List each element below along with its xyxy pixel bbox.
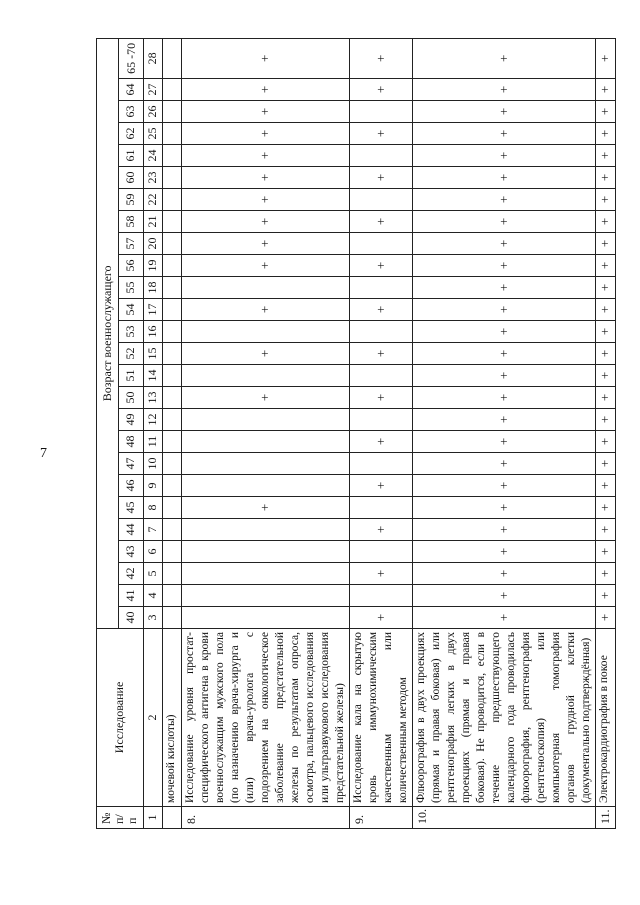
age-mark-cell: + (412, 607, 595, 629)
age-header: 42 (118, 563, 143, 585)
row-description: Исследование уровня простат-специфического антигена в крови военнослужащим мужского пола (по назначению врача-хирурга и (или) врача-уролога с подозрением на онкологическое заболевание предстательной железы по результатам опроса, осмотра, пальцевого исследования или ультразвукового исследования предстательной железы) (181, 629, 349, 807)
age-mark-cell: + (412, 123, 595, 145)
column-number: 3 (143, 607, 162, 629)
age-mark-cell: + (412, 79, 595, 101)
column-number: 14 (143, 365, 162, 387)
age-mark-cell: + (595, 431, 615, 453)
age-mark-cell: + (595, 541, 615, 563)
age-mark-cell: + (412, 277, 595, 299)
column-number: 10 (143, 453, 162, 475)
age-mark-cell: + (349, 343, 412, 365)
age-mark-cell (162, 497, 181, 519)
column-number: 18 (143, 277, 162, 299)
age-mark-cell: + (181, 79, 349, 101)
age-mark-cell (162, 101, 181, 123)
age-mark-cell: + (181, 189, 349, 211)
age-mark-cell (349, 409, 412, 431)
age-mark-cell: + (181, 145, 349, 167)
age-mark-cell: + (595, 123, 615, 145)
column-number: 4 (143, 585, 162, 607)
column-number: 7 (143, 519, 162, 541)
column-number: 8 (143, 497, 162, 519)
age-mark-cell (181, 585, 349, 607)
age-mark-cell: + (595, 167, 615, 189)
rotated-page (96, 39, 612, 829)
age-mark-cell: + (412, 211, 595, 233)
age-mark-cell (181, 607, 349, 629)
age-mark-cell: + (181, 211, 349, 233)
age-mark-cell: + (181, 255, 349, 277)
age-mark-cell (349, 101, 412, 123)
age-header: 41 (118, 585, 143, 607)
age-mark-cell (181, 409, 349, 431)
age-mark-cell (162, 607, 181, 629)
age-mark-cell (162, 211, 181, 233)
column-number: 9 (143, 475, 162, 497)
age-mark-cell (162, 321, 181, 343)
table-row (181, 38, 349, 828)
age-mark-cell: + (349, 255, 412, 277)
age-mark-cell: + (412, 497, 595, 519)
row-description: Исследование кала на скрытую кровь иммунохимическим качественным или количественным методом (349, 629, 412, 807)
age-mark-cell: + (181, 38, 349, 78)
age-mark-cell: + (412, 453, 595, 475)
age-mark-cell (162, 519, 181, 541)
age-mark-cell (162, 585, 181, 607)
age-mark-cell (162, 167, 181, 189)
age-mark-cell (181, 519, 349, 541)
age-mark-cell (162, 255, 181, 277)
age-mark-cell: + (412, 387, 595, 409)
row-number: 8. (181, 807, 349, 829)
age-mark-cell (181, 453, 349, 475)
age-mark-cell: + (349, 299, 412, 321)
age-mark-cell: + (412, 233, 595, 255)
age-header: 56 (118, 255, 143, 277)
age-header: 53 (118, 321, 143, 343)
column-number: 1 (143, 807, 162, 829)
age-mark-cell (181, 431, 349, 453)
age-mark-cell: + (595, 101, 615, 123)
row-number (162, 807, 181, 829)
age-mark-cell: + (349, 475, 412, 497)
age-mark-cell: + (181, 233, 349, 255)
age-mark-cell: + (595, 585, 615, 607)
age-header: 58 (118, 211, 143, 233)
age-header: 61 (118, 145, 143, 167)
column-number: 13 (143, 387, 162, 409)
column-number: 25 (143, 123, 162, 145)
column-number: 22 (143, 189, 162, 211)
age-mark-cell: + (349, 607, 412, 629)
age-mark-cell: + (595, 79, 615, 101)
age-header: 45 (118, 497, 143, 519)
age-mark-cell: + (349, 123, 412, 145)
age-mark-cell: + (412, 321, 595, 343)
age-mark-cell (162, 453, 181, 475)
age-mark-cell (162, 541, 181, 563)
age-mark-cell: + (412, 365, 595, 387)
age-mark-cell: + (595, 211, 615, 233)
age-mark-cell: + (595, 321, 615, 343)
age-mark-cell (162, 365, 181, 387)
age-header: 62 (118, 123, 143, 145)
age-header: 43 (118, 541, 143, 563)
age-mark-cell (162, 145, 181, 167)
age-mark-cell (349, 453, 412, 475)
age-mark-cell (181, 563, 349, 585)
age-header: 46 (118, 475, 143, 497)
age-mark-cell: + (595, 277, 615, 299)
age-mark-cell: + (349, 38, 412, 78)
examination-schedule-table (96, 38, 616, 829)
column-number: 17 (143, 299, 162, 321)
table-row (412, 38, 595, 828)
column-number: 21 (143, 211, 162, 233)
age-mark-cell: + (412, 101, 595, 123)
age-mark-cell: + (412, 167, 595, 189)
age-mark-cell (349, 277, 412, 299)
age-mark-cell: + (349, 211, 412, 233)
column-number: 6 (143, 541, 162, 563)
age-mark-cell (162, 233, 181, 255)
age-mark-cell (162, 563, 181, 585)
age-mark-cell (162, 387, 181, 409)
row-number: 9. (349, 807, 412, 829)
age-mark-cell (349, 365, 412, 387)
column-number-row (143, 38, 162, 828)
age-mark-cell: + (412, 38, 595, 78)
header-row-number: № п/п (97, 807, 144, 829)
age-mark-cell: + (181, 387, 349, 409)
age-mark-cell: + (595, 607, 615, 629)
age-mark-cell (181, 475, 349, 497)
age-mark-cell: + (412, 563, 595, 585)
age-mark-cell: + (412, 145, 595, 167)
age-header: 47 (118, 453, 143, 475)
age-mark-cell: + (595, 145, 615, 167)
age-mark-cell (349, 585, 412, 607)
age-mark-cell: + (181, 299, 349, 321)
age-mark-cell: + (595, 387, 615, 409)
age-mark-cell: + (412, 189, 595, 211)
age-mark-cell: + (412, 431, 595, 453)
age-mark-cell: + (349, 519, 412, 541)
age-mark-cell (349, 321, 412, 343)
age-mark-cell (162, 38, 181, 78)
age-header: 51 (118, 365, 143, 387)
age-header: 64 (118, 79, 143, 101)
age-mark-cell: + (412, 585, 595, 607)
page-number: 7 (40, 446, 47, 461)
column-number: 26 (143, 101, 162, 123)
column-number: 28 (143, 38, 162, 78)
age-mark-cell: + (412, 409, 595, 431)
age-mark-cell: + (595, 519, 615, 541)
age-header: 63 (118, 101, 143, 123)
age-header: 40 (118, 607, 143, 629)
age-mark-cell (181, 321, 349, 343)
age-mark-cell: + (181, 497, 349, 519)
row-description: Электрокардиография в покое (595, 629, 615, 807)
age-mark-cell (181, 541, 349, 563)
age-mark-cell: + (595, 38, 615, 78)
age-mark-cell: + (595, 189, 615, 211)
age-mark-cell (162, 431, 181, 453)
column-number: 20 (143, 233, 162, 255)
age-header: 50 (118, 387, 143, 409)
age-header: 48 (118, 431, 143, 453)
age-mark-cell: + (349, 79, 412, 101)
column-number: 15 (143, 343, 162, 365)
age-mark-cell: + (595, 497, 615, 519)
age-mark-cell (349, 541, 412, 563)
age-mark-cell (349, 233, 412, 255)
row-description: Флюорография в двух проекциях (прямая и правая боковая) или рентгенография легких в двух проекциях (прямая и правая боковая). Не проводится, если в течение предшествующего календарного года проводилась флюорография, рентгенография (рентгеноскопия) или компьютерная томография органов грудной клетки (документально подтверждённая) (412, 629, 595, 807)
column-number: 12 (143, 409, 162, 431)
column-number: 19 (143, 255, 162, 277)
age-header: 52 (118, 343, 143, 365)
age-header: 57 (118, 233, 143, 255)
age-mark-cell (162, 277, 181, 299)
column-number: 11 (143, 431, 162, 453)
age-mark-cell: + (412, 475, 595, 497)
age-mark-cell: + (349, 431, 412, 453)
header-study: Исследование (97, 629, 144, 807)
age-mark-cell: + (595, 475, 615, 497)
age-mark-cell: + (595, 255, 615, 277)
age-mark-cell: + (595, 365, 615, 387)
age-mark-cell: + (181, 343, 349, 365)
age-mark-cell (181, 277, 349, 299)
column-number: 16 (143, 321, 162, 343)
age-header: 44 (118, 519, 143, 541)
age-mark-cell (162, 409, 181, 431)
age-mark-cell: + (181, 101, 349, 123)
row-number: 11. (595, 807, 615, 829)
age-mark-cell (162, 79, 181, 101)
age-header: 60 (118, 167, 143, 189)
age-mark-cell (162, 189, 181, 211)
age-header: 55 (118, 277, 143, 299)
age-mark-cell: + (349, 387, 412, 409)
age-mark-cell: + (412, 343, 595, 365)
row-description: мочевой кислоты) (162, 629, 181, 807)
age-mark-cell (349, 145, 412, 167)
header-age-group: Возраст военнослужащего (97, 38, 119, 628)
age-header: 54 (118, 299, 143, 321)
age-header: 49 (118, 409, 143, 431)
age-mark-cell: + (349, 167, 412, 189)
column-number: 2 (143, 629, 162, 807)
column-number: 24 (143, 145, 162, 167)
column-number: 23 (143, 167, 162, 189)
age-mark-cell: + (349, 563, 412, 585)
table-row (162, 38, 181, 828)
age-mark-cell: + (595, 233, 615, 255)
column-number: 27 (143, 79, 162, 101)
age-mark-cell: + (595, 563, 615, 585)
column-number: 5 (143, 563, 162, 585)
age-mark-cell (162, 343, 181, 365)
row-number: 10. (412, 807, 595, 829)
age-mark-cell: + (412, 541, 595, 563)
age-mark-cell (349, 497, 412, 519)
age-mark-cell: + (412, 255, 595, 277)
age-mark-cell: + (181, 123, 349, 145)
age-mark-cell (349, 189, 412, 211)
age-mark-cell: + (595, 343, 615, 365)
age-mark-cell: + (181, 167, 349, 189)
age-mark-cell: + (412, 519, 595, 541)
table-row (349, 38, 412, 828)
table-row (595, 38, 615, 828)
age-mark-cell: + (412, 299, 595, 321)
age-header: 59 (118, 189, 143, 211)
table-body (162, 38, 615, 828)
age-mark-cell (181, 365, 349, 387)
age-mark-cell: + (595, 453, 615, 475)
age-mark-cell: + (595, 409, 615, 431)
age-mark-cell (162, 299, 181, 321)
age-header: 65 -70 (118, 38, 143, 78)
age-mark-cell (162, 475, 181, 497)
age-mark-cell (162, 123, 181, 145)
age-mark-cell: + (595, 299, 615, 321)
